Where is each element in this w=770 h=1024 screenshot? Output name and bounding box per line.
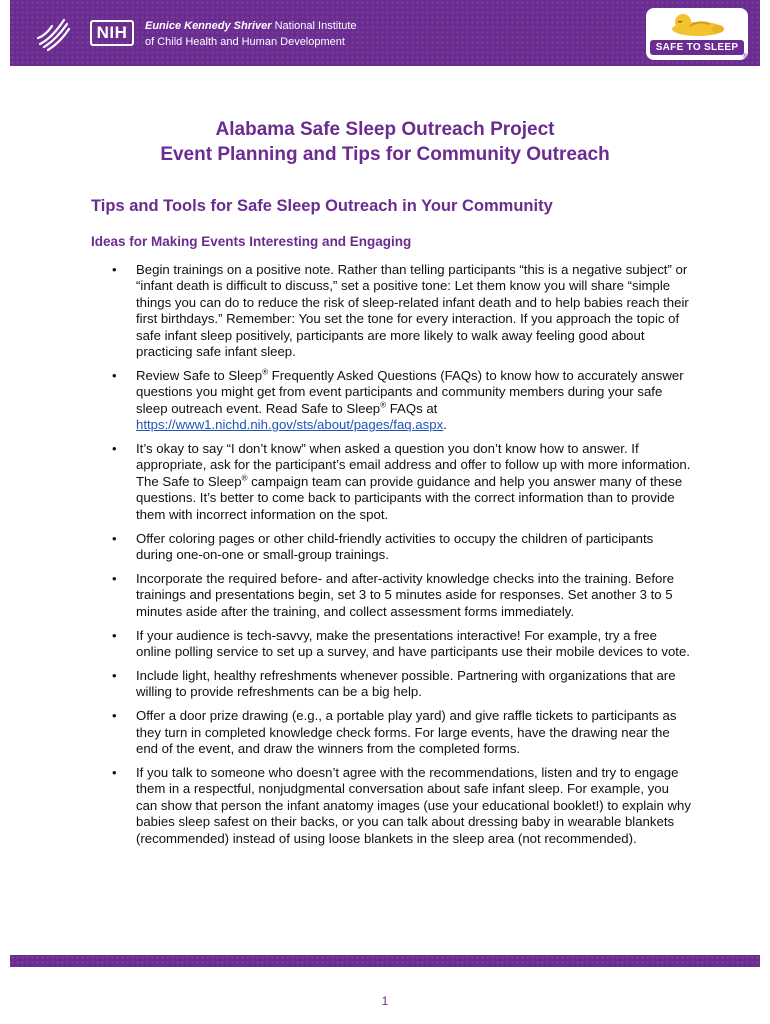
institute-name-line1: Eunice Kennedy Shriver National Institute — [145, 20, 357, 32]
bullet-text: Include light, healthy refreshments whenever possible. Partnering with organizations that are willing to provide refreshments can be a big help. — [136, 667, 676, 700]
bullet-marker: • — [112, 570, 117, 586]
bullet-text: Offer a door prize drawing (e.g., a portable play yard) and give raffle tickets to participants as they turn in completed knowledge check forms. For large events, have the drawing near the end of the event, and draw the winners from the completed forms. — [136, 708, 677, 757]
bullet-marker: • — [112, 627, 117, 643]
list-item — [91, 708, 691, 757]
list-item — [91, 628, 691, 661]
hhs-eagle-icon — [34, 14, 74, 54]
bullet-text: Begin trainings on a positive note. Rather than telling participants “this is a negative subject” or “infant death is difficult to discuss,” set a positive tone: Let them know you will share “simple things you can do to reduce the risk of sleep-related infant death and to help babies reach their first birthdays.” Remember: You set the tone for every interaction. If you approach the topic of safe infant sleep positively, participants are more likely to walk away feeling good about practicing safe infant sleep. — [136, 262, 689, 360]
bullet-text: It’s okay to say “I don’t know” when asked a question you don’t know how to answer. If appropriate, ask for the participant’s email address and offer to follow up with more information. The Safe to Sleep® campaign team can provide guidance and help you answer many of these questions. It’s better to come back to participants with the correct information than to provide them with incorrect information on the spot. — [136, 441, 691, 522]
page-number: 1 — [381, 994, 389, 1008]
bullet-text: If your audience is tech-savvy, make the presentations interactive! For example, try a free online polling service to set up a survey, and have participants use their mobile devices to vote. — [136, 627, 690, 660]
bullet-text: Incorporate the required before- and after-activity knowledge checks into the training. Before trainings and presentations begin, set 3 to 5 minutes aside for responses. Set another 3 to 5 minutes aside after the training, and collect assessment forms immediately. — [136, 570, 675, 619]
faq-link[interactable]: https://www1.nichd.nih.gov/sts/about/pages/faq.aspx — [136, 417, 444, 433]
bullet-marker: • — [112, 667, 117, 683]
institute-name-line2: of Child Health and Human Development — [145, 36, 345, 48]
nih-logo: NIH — [90, 20, 134, 46]
safe-to-sleep-badge — [646, 8, 748, 60]
list-item — [91, 262, 691, 360]
page-title-line1: Alabama Safe Sleep Outreach Project — [215, 119, 555, 140]
subsection-heading: Ideas for Making Events Interesting and Engaging — [91, 234, 412, 249]
sleeping-baby-icon — [668, 12, 728, 38]
registered-mark: ® — [742, 54, 747, 60]
list-item — [91, 765, 691, 847]
bullet-marker: • — [112, 367, 117, 383]
bullet-marker: • — [112, 764, 117, 780]
list-item — [91, 668, 691, 701]
bullet-marker: • — [112, 441, 117, 457]
footer-bar — [10, 955, 760, 967]
bullet-text: Offer coloring pages or other child-friendly activities to occupy the children of participants during one-on-one or small-group trainings. — [136, 530, 654, 562]
bullet-text: If you talk to someone who doesn’t agree with the recommendations, listen and try to engage them in a respectful, nonjudgmental conversation about safe infant sleep. For example, you can show that person the infant anatomy images (use your educational booklet!) to explain why babies sleep safest on their backs, or you can talk about dressing baby in wearable blankets (recommended) instead of using loose blankets in the sleep area (not recommended). — [136, 764, 691, 846]
bullet-marker: • — [112, 262, 117, 277]
tips-list — [91, 262, 691, 855]
section-heading: Tips and Tools for Safe Sleep Outreach in Your Community — [91, 197, 553, 215]
bullet-marker: • — [112, 708, 117, 724]
header-banner — [10, 0, 760, 66]
list-item — [91, 441, 691, 523]
page-title-line2: Event Planning and Tips for Community Outreach — [160, 144, 610, 165]
bullet-marker: • — [112, 530, 117, 546]
list-item — [91, 531, 691, 564]
list-item — [91, 571, 691, 620]
badge-label: SAFE TO SLEEP — [650, 40, 744, 55]
list-item — [91, 368, 691, 434]
bullet-text: Review Safe to Sleep® Frequently Asked Questions (FAQs) to know how to accurately answer questions you might get from event participants and community members during your safe sleep outreach event. Read Safe to Sleep® FAQs at https://www1.nichd.nih.gov/sts/about/pages/faq.aspx. — [136, 367, 684, 433]
